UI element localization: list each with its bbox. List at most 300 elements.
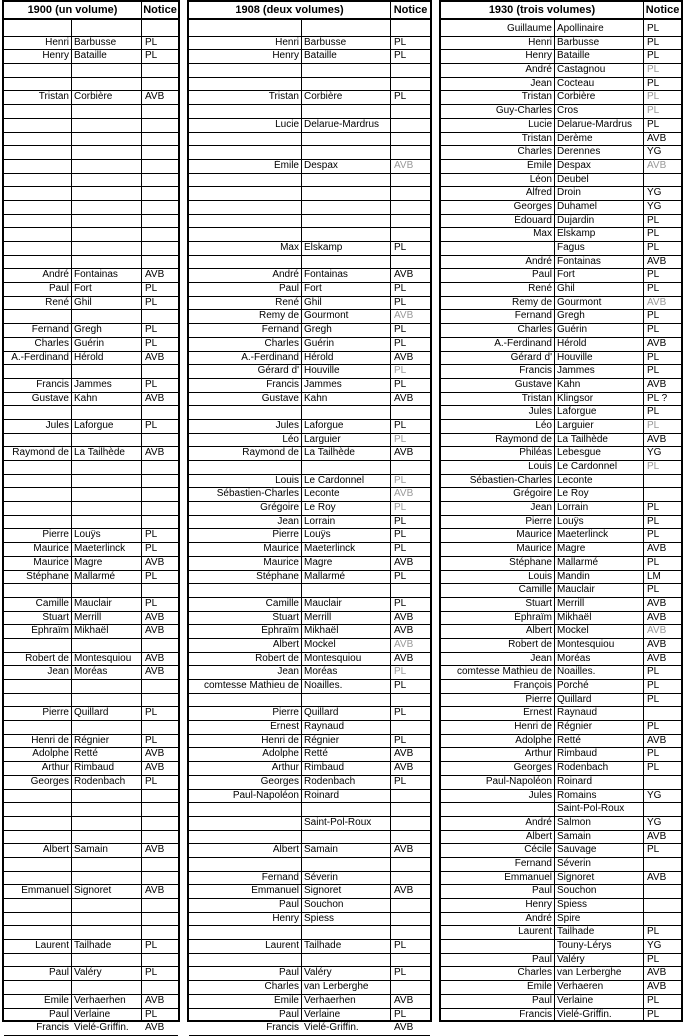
first-name-cell <box>191 858 299 871</box>
table-row <box>4 201 178 215</box>
table-row <box>189 529 430 543</box>
last-name-cell: van Lerberghe <box>304 981 369 993</box>
notice-cell: PL <box>394 283 407 295</box>
table-row <box>4 803 178 817</box>
table-row <box>4 475 178 489</box>
first-name-cell <box>6 817 69 830</box>
last-name-cell: Louÿs <box>74 529 101 541</box>
table-row <box>441 967 681 981</box>
table-row <box>4 242 178 256</box>
last-name-cell <box>74 475 140 488</box>
last-name-cell: Retté <box>74 748 98 760</box>
notice-cell <box>394 119 430 132</box>
last-name-cell: Saint-Pol-Roux <box>557 803 625 815</box>
notice-cell: AVB <box>394 1022 414 1034</box>
last-name-cell: Spire <box>557 912 581 924</box>
notice-cell <box>145 133 179 146</box>
notice-cell: PL <box>394 515 407 527</box>
table-row <box>189 790 430 804</box>
notice-cell <box>394 584 430 597</box>
header-divider <box>4 18 178 20</box>
table-row <box>4 105 178 119</box>
last-name-cell: Porché <box>557 680 589 691</box>
table-1930 <box>439 0 683 1022</box>
first-name-cell: Stuart <box>525 597 552 609</box>
last-name-cell <box>304 858 389 871</box>
last-name-cell <box>304 201 389 214</box>
last-name-cell: Cros <box>557 105 579 117</box>
table-row <box>189 899 430 913</box>
table-row <box>441 981 681 995</box>
last-name-cell: La Tailhède <box>74 447 125 459</box>
last-name-cell: Le Cardonnel <box>557 461 618 472</box>
first-name-cell: Louis <box>528 461 552 472</box>
last-name-cell: Lorrain <box>557 502 589 514</box>
first-name-cell: Grégoire <box>513 488 552 500</box>
table-row <box>189 228 430 242</box>
last-name-cell <box>74 516 140 529</box>
first-name-cell: Henri de <box>261 734 299 746</box>
table-row <box>441 995 681 1009</box>
first-name-cell: Albert <box>272 638 299 650</box>
table-row <box>189 1009 430 1023</box>
table-row <box>4 598 178 612</box>
table-row <box>4 256 178 270</box>
last-name-cell: Kahn <box>557 378 581 390</box>
last-name-cell: Jammes <box>557 365 595 377</box>
notice-cell: PL <box>647 324 660 336</box>
first-name-cell: Francis <box>266 1022 299 1034</box>
table-row <box>441 571 681 585</box>
table-row <box>189 447 430 461</box>
notice-cell <box>145 803 179 816</box>
notice-cell: PL <box>647 502 660 514</box>
first-name-cell <box>6 133 69 146</box>
notice-cell: AVB <box>394 885 414 897</box>
first-name-cell: Stéphane <box>509 556 552 568</box>
first-name-cell: René <box>528 283 552 295</box>
table-row <box>4 23 178 37</box>
notice-cell: PL ? <box>647 392 668 404</box>
notice-cell: AVB <box>145 748 165 760</box>
notice-cell: AVB <box>145 556 165 568</box>
notice-cell: AVB <box>647 981 667 993</box>
table-row <box>189 475 430 489</box>
table-row <box>4 858 178 872</box>
notice-cell: PL <box>394 666 407 678</box>
first-name-cell: Jean <box>277 666 299 678</box>
notice-cell: PL <box>647 310 660 322</box>
last-name-cell: Fagus <box>557 242 585 253</box>
table-row <box>189 393 430 407</box>
first-name-cell: Gustave <box>31 392 69 404</box>
last-name-cell: Mauclair <box>304 597 342 609</box>
first-name-cell <box>6 899 69 912</box>
notice-cell <box>647 803 681 816</box>
last-name-cell <box>304 584 389 597</box>
first-name-cell: Arthur <box>271 762 299 774</box>
notice-cell <box>394 831 430 844</box>
last-name-cell: Mallarmé <box>74 570 116 582</box>
table-row <box>4 625 178 639</box>
table-row <box>4 926 178 940</box>
first-name-cell: Stéphane <box>26 570 69 582</box>
table-row <box>189 831 430 845</box>
last-name-cell: La Tailhède <box>304 447 355 459</box>
notice-cell: PL <box>394 967 407 979</box>
last-name-cell: Moréas <box>304 666 338 678</box>
last-name-cell: Gregh <box>557 310 585 322</box>
table-row <box>441 721 681 735</box>
table-row <box>441 447 681 461</box>
first-name-cell <box>191 105 299 118</box>
notice-cell: PL <box>394 365 407 377</box>
notice-cell <box>145 105 179 118</box>
first-name-cell: Stéphane <box>256 570 299 582</box>
last-name-cell: Larguier <box>304 433 341 445</box>
first-name-cell <box>6 78 69 91</box>
first-name-cell <box>6 434 69 447</box>
table-row <box>189 23 430 37</box>
notice-cell <box>145 215 179 228</box>
last-name-cell: Barbusse <box>557 36 600 48</box>
table-row <box>189 721 430 735</box>
table-row <box>189 694 430 708</box>
first-name-cell: Charles <box>264 337 299 349</box>
table-row <box>4 612 178 626</box>
last-name-cell: Guérin <box>304 337 335 349</box>
last-name-cell <box>304 694 389 707</box>
last-name-cell <box>74 242 140 255</box>
notice-cell: LM <box>647 570 661 582</box>
notice-cell: PL <box>394 378 407 390</box>
header-1900-title: 1900 (un volume) <box>27 4 118 16</box>
table-row <box>189 338 430 352</box>
notice-cell: AVB <box>647 433 667 445</box>
first-name-cell <box>6 201 69 214</box>
notice-cell <box>145 310 179 323</box>
table-row <box>189 379 430 393</box>
last-name-cell: Le Roy <box>304 502 336 514</box>
last-name-cell: Valéry <box>557 953 585 965</box>
table-row <box>4 844 178 858</box>
first-name-cell: Charles <box>264 981 299 993</box>
first-name-cell: Henri <box>528 36 552 48</box>
notice-cell <box>145 858 179 871</box>
table-row <box>441 694 681 708</box>
first-name-cell: Max <box>533 228 552 240</box>
table-row <box>4 338 178 352</box>
first-name-cell: Pierre <box>42 529 69 541</box>
first-name-cell: Raymond de <box>242 447 299 459</box>
last-name-cell: Samain <box>74 844 108 856</box>
first-name-cell: Emmanuel <box>504 871 552 883</box>
last-name-cell: Verhaerhen <box>74 994 126 1006</box>
last-name-cell <box>304 926 389 939</box>
first-name-cell: A.-Ferdinand <box>494 337 552 349</box>
notice-cell <box>145 23 179 36</box>
table-row <box>441 926 681 940</box>
notice-cell: YG <box>647 940 662 952</box>
table-row <box>4 899 178 913</box>
notice-cell: PL <box>647 64 660 76</box>
last-name-cell <box>74 790 140 803</box>
last-name-cell: Rimbaud <box>74 762 115 774</box>
table-row <box>4 735 178 749</box>
table-row <box>4 420 178 434</box>
notice-cell <box>394 105 430 118</box>
first-name-cell: Henry <box>272 912 299 924</box>
table-row <box>4 571 178 585</box>
first-name-cell <box>443 803 552 816</box>
notice-cell <box>394 954 430 967</box>
first-name-cell <box>6 160 69 173</box>
table-row <box>4 817 178 831</box>
last-name-cell: Saint-Pol-Roux <box>304 816 372 828</box>
notice-cell: PL <box>647 77 660 89</box>
last-name-cell <box>74 584 140 597</box>
first-name-cell: Arthur <box>41 762 69 774</box>
notice-cell <box>145 790 179 803</box>
last-name-cell: Spiess <box>557 899 588 910</box>
first-name-cell: Émile <box>273 159 299 171</box>
notice-cell <box>647 899 681 912</box>
first-name-cell: Maurice <box>516 529 552 541</box>
notice-cell <box>647 475 681 488</box>
last-name-cell: Houville <box>557 351 593 363</box>
table-row <box>4 885 178 899</box>
table-row <box>441 105 681 119</box>
notice-cell <box>394 201 430 214</box>
last-name-cell: Duhamel <box>557 200 598 212</box>
notice-cell: AVB <box>145 392 165 404</box>
table-row <box>441 78 681 92</box>
first-name-cell: André <box>272 269 299 281</box>
last-name-cell: Rimbaud <box>304 762 345 774</box>
table-row <box>4 502 178 516</box>
first-name-cell: Emmanuel <box>251 885 299 897</box>
first-name-cell: Léo <box>282 433 299 445</box>
notice-cell <box>647 776 681 789</box>
first-name-cell: Henry <box>272 50 299 62</box>
notice-cell: PL <box>145 283 158 295</box>
notice-cell: AVB <box>145 762 165 774</box>
table-row <box>441 215 681 229</box>
notice-cell <box>145 954 179 967</box>
notice-cell: PL <box>394 529 407 541</box>
notice-cell <box>145 981 179 994</box>
first-name-cell: Laurent <box>35 940 69 952</box>
first-name-cell: Grégoire <box>260 502 299 514</box>
table-row <box>189 146 430 160</box>
last-name-cell: Le Roy <box>557 488 589 500</box>
first-name-cell <box>6 475 69 488</box>
table-row <box>441 584 681 598</box>
last-name-cell <box>74 858 140 871</box>
table-row <box>189 817 430 831</box>
last-name-cell: Corbière <box>74 91 113 103</box>
table-row <box>4 831 178 845</box>
notice-cell <box>145 488 179 501</box>
table-row <box>189 858 430 872</box>
first-name-cell <box>6 872 69 885</box>
first-name-cell: Francis <box>36 378 69 390</box>
last-name-cell: Rodenbach <box>74 775 126 787</box>
table-row <box>441 639 681 653</box>
last-name-cell: van Lerberghe <box>557 967 622 979</box>
last-name-cell: Mockel <box>304 638 336 650</box>
first-name-cell: Jean <box>277 515 299 527</box>
table-row <box>189 105 430 119</box>
notice-cell: AVB <box>647 337 667 349</box>
last-name-cell <box>74 954 140 967</box>
last-name-cell <box>74 899 140 912</box>
notice-cell <box>145 516 179 529</box>
first-name-cell <box>6 803 69 816</box>
table-row <box>4 379 178 393</box>
first-name-cell: Paul <box>531 953 552 965</box>
last-name-cell <box>74 64 140 77</box>
notice-cell: PL <box>647 584 660 596</box>
last-name-cell <box>74 310 140 323</box>
last-name-cell: Mockel <box>557 625 589 637</box>
last-name-cell <box>74 981 140 994</box>
last-name-cell: Laforgue <box>74 419 114 431</box>
notice-cell: PL <box>647 844 660 856</box>
first-name-cell: Charles <box>517 967 552 979</box>
last-name-cell: Verhaerhen <box>304 994 356 1006</box>
first-name-cell: Georges <box>513 200 552 212</box>
table-row <box>189 612 430 626</box>
notice-cell: AVB <box>394 351 414 363</box>
last-name-cell <box>74 78 140 91</box>
last-name-cell: Despax <box>304 159 338 171</box>
table-row <box>4 447 178 461</box>
last-name-cell: Maeterlinck <box>74 543 126 555</box>
table-row <box>189 420 430 434</box>
first-name-cell: Paul <box>48 1008 69 1020</box>
first-name-cell: A.-Ferdinand <box>241 351 299 363</box>
table-row <box>4 1009 178 1023</box>
first-name-cell <box>191 954 299 967</box>
table-row <box>441 133 681 147</box>
notice-cell <box>647 488 681 501</box>
last-name-cell: Magre <box>557 543 586 555</box>
table-row <box>441 242 681 256</box>
last-name-cell <box>74 146 140 159</box>
table-row <box>4 324 178 338</box>
first-name-cell: comtesse Mathieu de <box>456 666 552 678</box>
first-name-cell: Gérard d' <box>510 351 552 363</box>
first-name-cell: Ernest <box>270 721 299 733</box>
notice-cell <box>394 406 430 419</box>
first-name-cell: Albert <box>525 625 552 637</box>
table-row <box>189 502 430 516</box>
table-row <box>4 995 178 1009</box>
header-1908-notice: Notice <box>393 4 428 16</box>
first-name-cell: Philéas <box>519 447 552 459</box>
table-row <box>441 872 681 886</box>
table-row <box>441 338 681 352</box>
table-row <box>189 885 430 899</box>
table-row <box>189 707 430 721</box>
notice-cell: YG <box>647 187 662 199</box>
last-name-cell <box>304 133 389 146</box>
table-row <box>441 543 681 557</box>
table-row <box>441 612 681 626</box>
table-row <box>441 598 681 612</box>
first-name-cell: Albert <box>42 844 69 856</box>
table-row <box>189 872 430 886</box>
last-name-cell <box>304 146 389 159</box>
first-name-cell: Gustave <box>261 392 299 404</box>
notice-cell: AVB <box>394 392 414 404</box>
notice-cell <box>394 461 430 474</box>
last-name-cell <box>74 201 140 214</box>
notice-cell: AVB <box>145 885 165 897</box>
first-name-cell <box>191 584 299 597</box>
notice-cell: PL <box>647 50 660 62</box>
last-name-cell: Lebesgue <box>557 447 601 459</box>
notice-cell: PL <box>145 967 158 979</box>
last-name-cell: Lorrain <box>304 515 336 527</box>
notice-cell <box>394 133 430 146</box>
table-row <box>4 119 178 133</box>
first-name-cell <box>6 981 69 994</box>
table-row <box>189 78 430 92</box>
table-row <box>189 995 430 1009</box>
notice-cell: PL <box>647 529 660 541</box>
notice-cell <box>394 256 430 269</box>
first-name-cell: Laurent <box>265 940 299 952</box>
first-name-cell: Stuart <box>42 611 69 623</box>
first-name-cell: Arthur <box>524 748 552 760</box>
last-name-cell <box>304 954 389 967</box>
table-row <box>4 721 178 735</box>
first-name-cell <box>191 201 299 214</box>
last-name-cell: Régnier <box>74 734 110 746</box>
notice-cell: PL <box>394 433 407 445</box>
notice-cell: PL <box>394 50 407 62</box>
last-name-cell: Verhaeren <box>557 981 604 993</box>
first-name-cell: Jules <box>45 419 69 431</box>
notice-cell <box>145 680 179 693</box>
last-name-cell: Leconte <box>304 488 340 500</box>
first-name-cell: Francis <box>519 365 552 377</box>
table-row <box>441 365 681 379</box>
table-row <box>441 899 681 913</box>
table-row <box>189 516 430 530</box>
table-row <box>4 1022 178 1036</box>
table-row <box>4 174 178 188</box>
first-name-cell: Tristan <box>521 91 552 103</box>
last-name-cell <box>304 23 389 36</box>
first-name-cell: Guy-Charles <box>495 105 552 117</box>
last-name-cell <box>304 215 389 228</box>
first-name-cell: Charles <box>517 324 552 336</box>
notice-cell <box>394 981 430 994</box>
notice-cell <box>647 174 681 187</box>
notice-cell <box>145 926 179 939</box>
last-name-cell <box>304 174 389 187</box>
last-name-cell: Hérold <box>557 337 587 349</box>
last-name-cell: Ghil <box>304 296 322 308</box>
last-name-cell: Souchon <box>557 885 597 897</box>
notice-cell: PL <box>145 324 158 336</box>
notice-cell: PL <box>394 242 407 253</box>
notice-cell: YG <box>647 816 662 828</box>
notice-cell <box>145 475 179 488</box>
